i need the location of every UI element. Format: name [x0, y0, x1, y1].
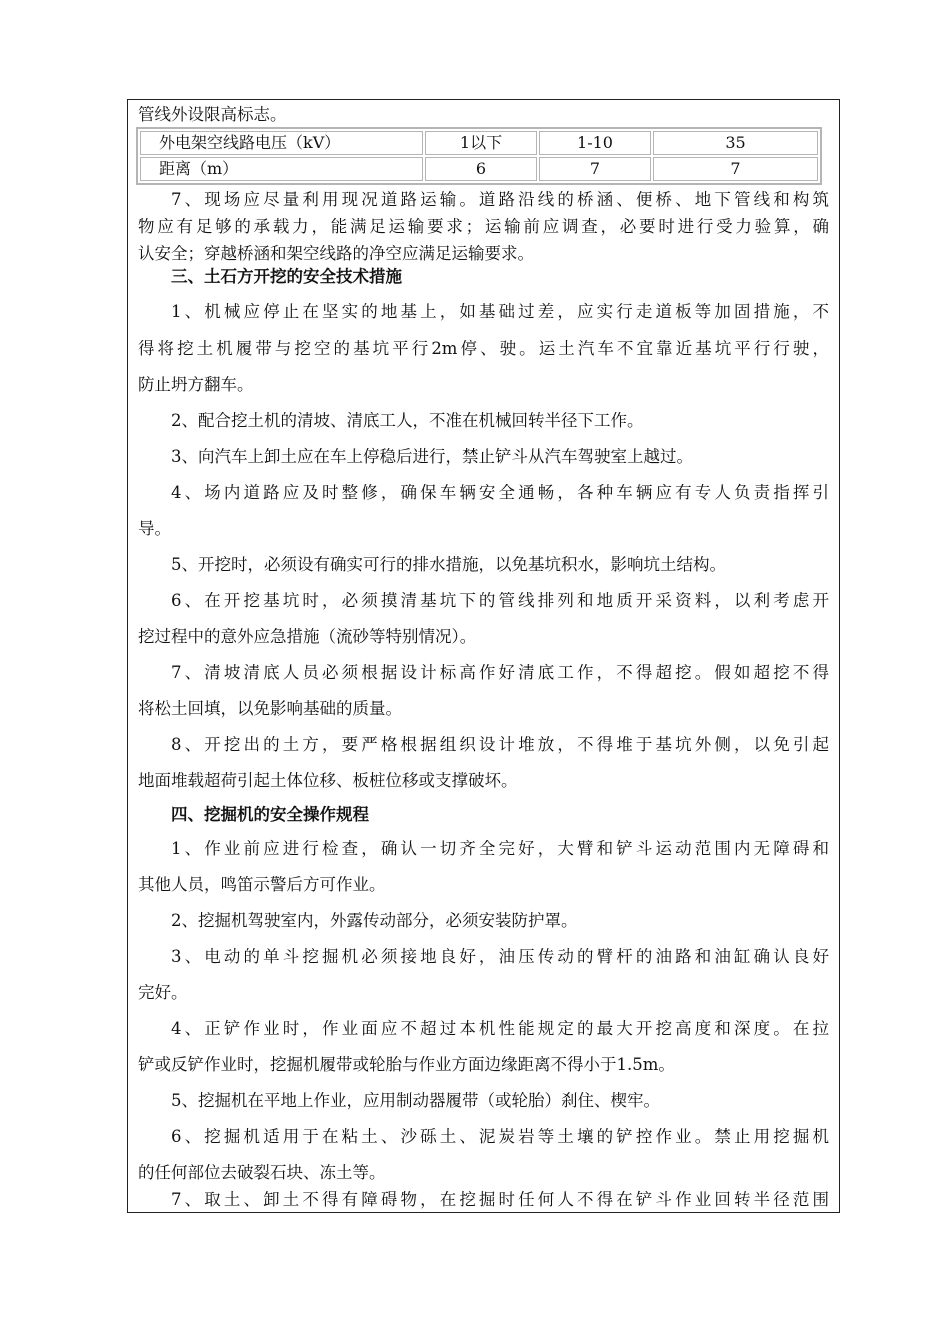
paragraph-line: 1、作业前应进行检查，确认一切齐全完好，大臂和铲斗运动范围内无障碍和 — [171, 839, 829, 858]
paragraph-line: 2、挖掘机驾驶室内，外露传动部分，必须安装防护罩。 — [171, 911, 578, 930]
paragraph-line: 2、配合挖土机的清坡、清底工人，不准在机械回转半径下工作。 — [171, 411, 644, 430]
paragraph-line: 将松土回填，以免影响基础的质量。 — [138, 699, 402, 718]
table-cell-label: 距离（m） — [140, 157, 423, 181]
section-heading: 三、土石方开挖的安全技术措施 — [171, 267, 402, 286]
paragraph-line: 5、挖掘机在平地上作业，应用制动器履带（或轮胎）刹住、楔牢。 — [171, 1091, 660, 1110]
paragraph-line: 其他人员，鸣笛示警后方可作业。 — [138, 875, 386, 894]
section-heading: 四、挖掘机的安全操作规程 — [171, 805, 369, 824]
paragraph-line: 1、机械应停止在坚实的地基上，如基础过差，应实行走道板等加固措施，不 — [171, 302, 829, 321]
table-row — [140, 131, 818, 155]
paragraph-line: 的任何部位去破裂石块、冻土等。 — [138, 1163, 386, 1182]
paragraph-line: 3、向汽车上卸土应在车上停稳后进行，禁止铲斗从汽车驾驶室上越过。 — [171, 447, 693, 466]
paragraph-line: 4、正铲作业时，作业面应不超过本机性能规定的最大开挖高度和深度。在拉 — [171, 1019, 829, 1038]
table-cell: 7 — [653, 157, 818, 181]
paragraph-line: 5、开挖时，必须设有确实可行的排水措施，以免基坑积水，影响坑土结构。 — [171, 555, 726, 574]
paragraph-line: 8、开挖出的土方，要严格根据组织设计堆放，不得堆于基坑外侧，以免引起 — [171, 735, 829, 754]
intro-line: 管线外设限高标志。 — [138, 105, 287, 124]
table-cell: 1-10 — [539, 131, 651, 155]
voltage-distance-table — [136, 127, 822, 185]
paragraph-line: 4、场内道路应及时整修，确保车辆安全通畅，各种车辆应有专人负责指挥引 — [171, 483, 829, 502]
table-cell: 6 — [425, 157, 537, 181]
table-cell: 35 — [653, 131, 818, 155]
paragraph-line: 完好。 — [138, 983, 188, 1002]
paragraph-line: 3、电动的单斗挖掘机必须接地良好，油压传动的臂杆的油路和油缸确认良好 — [171, 947, 829, 966]
table-cell: 7 — [539, 157, 651, 181]
paragraph-line: 地面堆载超荷引起土体位移、板桩位移或支撑破坏。 — [138, 771, 518, 790]
paragraph-line: 认安全；穿越桥涵和架空线路的净空应满足运输要求。 — [138, 244, 534, 263]
paragraph-line: 铲或反铲作业时，挖掘机履带或轮胎与作业方面边缘距离不得小于1.5m。 — [138, 1055, 675, 1074]
paragraph-line: 得将挖土机履带与挖空的基坑平行2m停、驶。运土汽车不宜靠近基坑平行行驶， — [138, 339, 829, 358]
paragraph-line: 挖过程中的意外应急措施（流砂等特别情况）。 — [138, 627, 477, 646]
table-cell-label: 外电架空线路电压（kV） — [140, 131, 423, 155]
paragraph-line: 7、取土、卸土不得有障碍物，在挖掘时任何人不得在铲斗作业回转半径范围 — [171, 1190, 829, 1209]
paragraph-line: 6、挖掘机适用于在粘土、沙砾土、泥炭岩等土壤的铲控作业。禁止用挖掘机 — [171, 1127, 829, 1146]
table-cell: 1以下 — [425, 131, 537, 155]
paragraph-line: 7、清坡清底人员必须根据设计标高作好清底工作，不得超挖。假如超挖不得 — [171, 663, 829, 682]
table-row — [140, 157, 818, 181]
document-frame — [127, 99, 840, 1213]
paragraph-line: 6、在开挖基坑时，必须摸清基坑下的管线排列和地质开采资料，以利考虑开 — [171, 591, 829, 610]
paragraph-line: 7、现场应尽量利用现况道路运输。道路沿线的桥涵、便桥、地下管线和构筑 — [171, 190, 829, 209]
paragraph-line: 防止坍方翻车。 — [138, 375, 254, 394]
paragraph-line: 物应有足够的承载力，能满足运输要求；运输前应调查，必要时进行受力验算，确 — [138, 217, 829, 236]
paragraph-line: 导。 — [138, 519, 171, 538]
